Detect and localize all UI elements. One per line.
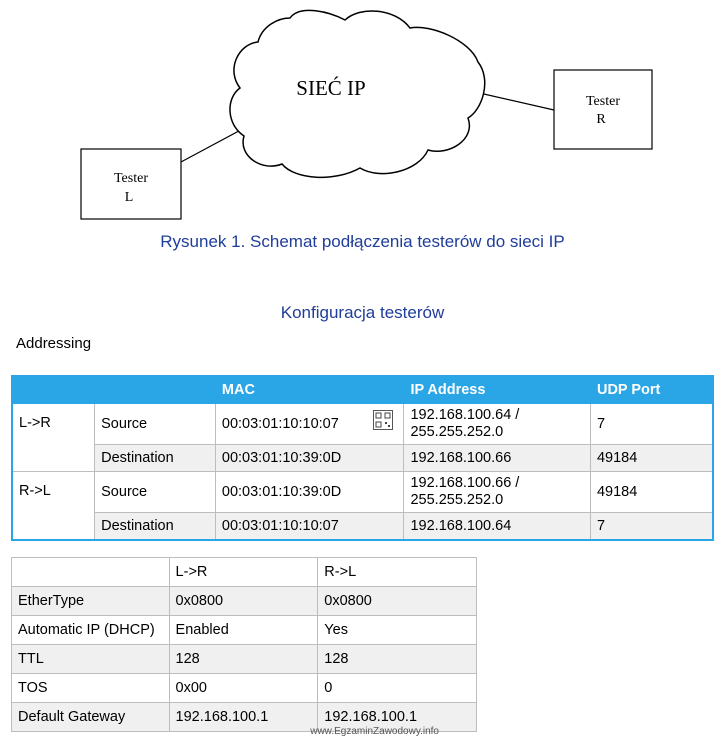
ip-cell (404, 472, 590, 513)
table-row (12, 587, 477, 616)
param-value-r-to-l: 0 (318, 674, 477, 703)
param-value-l-to-r: 192.168.100.1 (169, 703, 318, 732)
role-cell: Destination (95, 513, 216, 541)
direction-cell: L->R (12, 404, 95, 472)
mac-cell: 00:03:01:10:10:07 (215, 404, 404, 445)
param-value-r-to-l: Yes (318, 616, 477, 645)
ip-cell (404, 404, 590, 445)
port-cell: 49184 (590, 445, 713, 472)
role-cell: Source (95, 472, 216, 513)
role-cell: Source (95, 404, 216, 445)
header-cell (95, 376, 216, 404)
subnet-mask: 255.255.252.0 (410, 424, 504, 440)
addressing-table (11, 375, 714, 541)
param-name: TOS (12, 674, 170, 703)
port-cell: 7 (590, 404, 713, 445)
param-name: EtherType (12, 587, 170, 616)
mac-cell: 00:03:01:10:39:0D (215, 445, 404, 472)
config-table (11, 557, 477, 732)
mac-cell: 00:03:01:10:10:07 (215, 513, 404, 541)
table-row (12, 513, 713, 541)
table-row (12, 645, 477, 674)
param-name: TTL (12, 645, 170, 674)
section-title: Konfiguracja testerów (280, 303, 445, 322)
port-cell: 7 (590, 513, 713, 541)
param-value-l-to-r: 128 (169, 645, 318, 674)
ip-cell: 192.168.100.64 (404, 513, 590, 541)
addressing-header-row (12, 376, 713, 404)
table-row (12, 472, 713, 513)
param-value-l-to-r: Enabled (169, 616, 318, 645)
mac-cell: 00:03:01:10:39:0D (215, 472, 404, 513)
param-value-r-to-l: 128 (318, 645, 477, 674)
ip-address: 192.168.100.64 / (410, 407, 520, 423)
table-row (12, 674, 477, 703)
tester-r-box (554, 70, 652, 149)
direction-cell: R->L (12, 472, 95, 541)
header-udp-port: UDP Port (590, 376, 713, 404)
table-row (12, 404, 713, 445)
figure-caption: Rysunek 1. Schemat podłączenia testerów do sieci IP (160, 232, 565, 251)
addressing-label: Addressing (16, 335, 92, 352)
tester-r-label: Tester (585, 94, 621, 109)
header-l-to-r: L->R (169, 558, 318, 587)
header-cell (12, 376, 95, 404)
header-r-to-l: R->L (318, 558, 477, 587)
param-value-l-to-r: 0x00 (169, 674, 318, 703)
tester-l-label: Tester (113, 171, 149, 186)
tester-l-id: L (124, 190, 134, 205)
param-value-l-to-r: 0x0800 (169, 587, 318, 616)
watermark-text: www.EgzaminZawodowy.info (310, 726, 439, 737)
link-cloud-r (475, 92, 554, 110)
header-ip-address: IP Address (404, 376, 590, 404)
role-cell: Destination (95, 445, 216, 472)
param-value-r-to-l: 192.168.100.1 (318, 703, 477, 732)
subnet-mask: 255.255.252.0 (410, 492, 504, 508)
network-diagram (0, 0, 725, 230)
header-cell (12, 558, 170, 587)
table-row (12, 616, 477, 645)
param-name: Default Gateway (12, 703, 170, 732)
ip-address: 192.168.100.66 / (410, 475, 520, 491)
port-cell: 49184 (590, 472, 713, 513)
config-header-row (12, 558, 477, 587)
table-row (12, 445, 713, 472)
header-mac: MAC (215, 376, 404, 404)
watermark-logo-icon (373, 410, 393, 430)
param-name: Automatic IP (DHCP) (12, 616, 170, 645)
ip-cell: 192.168.100.66 (404, 445, 590, 472)
tester-r-id: R (596, 112, 606, 127)
param-value-r-to-l: 0x0800 (318, 587, 477, 616)
cloud-label: SIEĆ IP (296, 76, 366, 100)
